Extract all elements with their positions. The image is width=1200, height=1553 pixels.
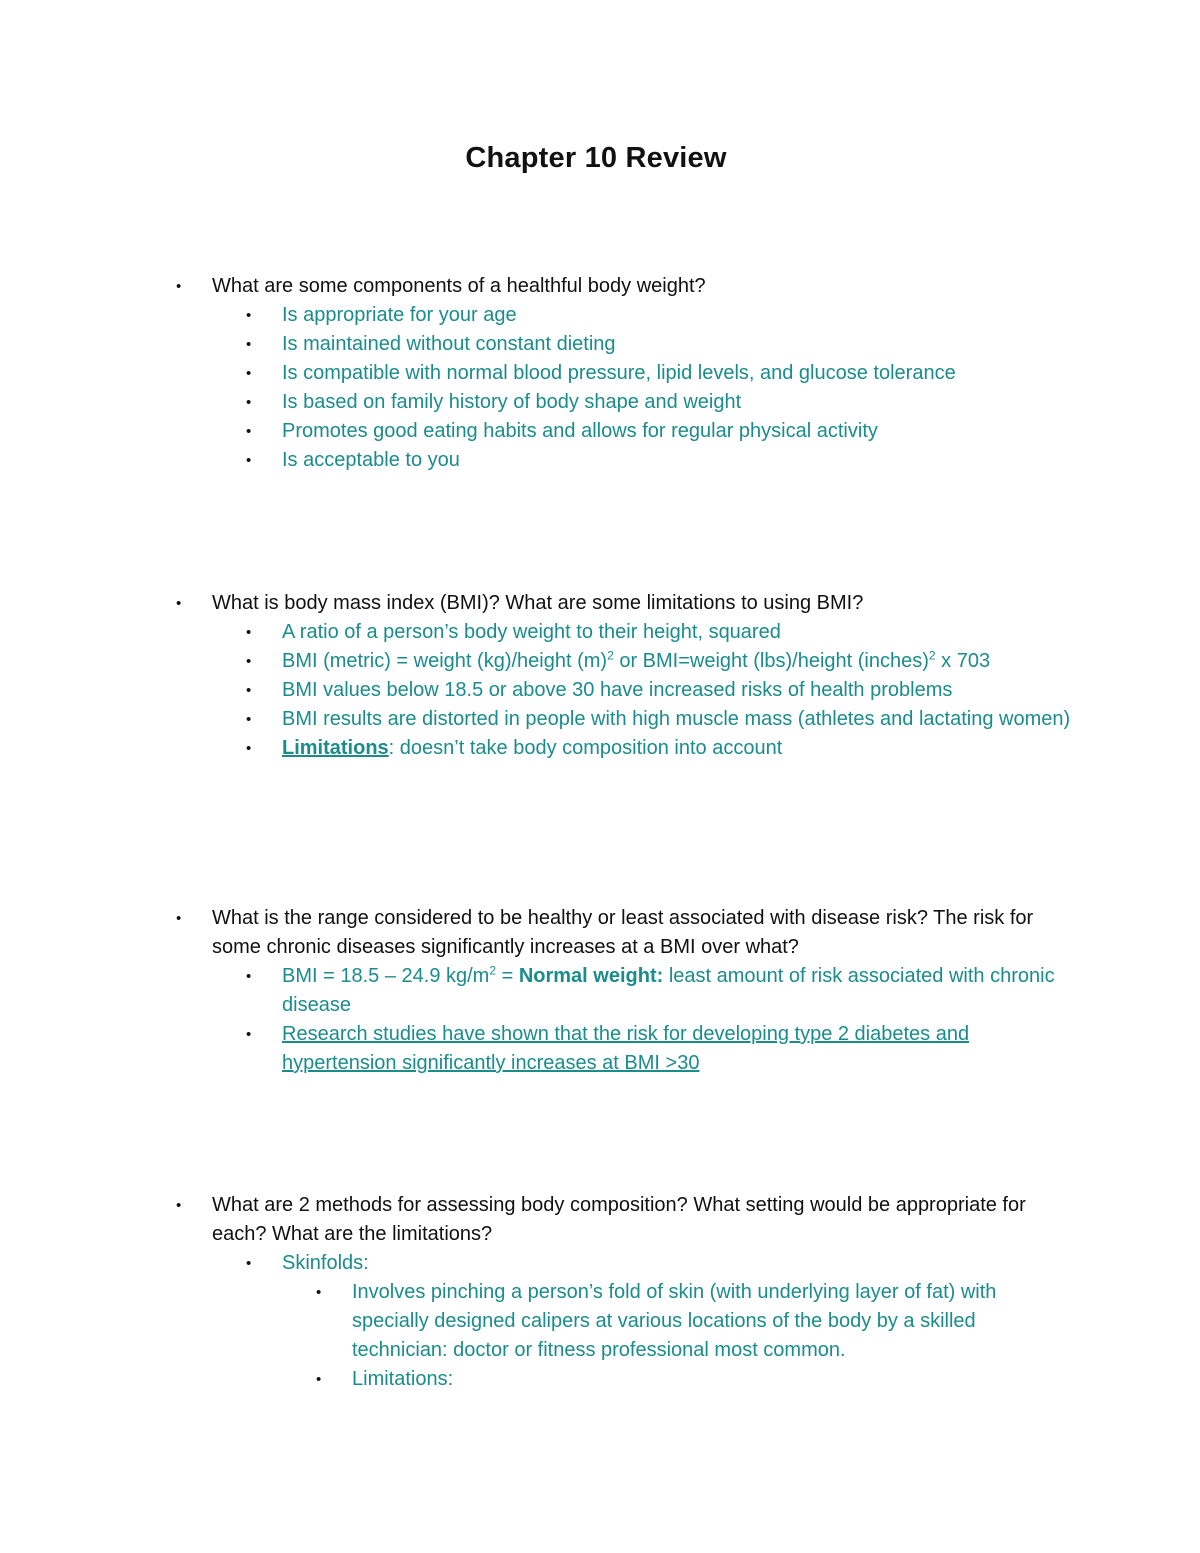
list-item [176, 388, 1076, 417]
list-item [176, 734, 1076, 763]
answer-text: Research studies have shown that the risk for developing type 2 diabetes and hypertension significantly increases at BMI >30 [282, 1023, 970, 1074]
bullet-icon: • [246, 624, 252, 641]
normal-weight-label: Normal weight: [518, 965, 664, 987]
list-item [176, 647, 1076, 676]
answer-text: Skinfolds: [282, 1252, 369, 1274]
list-item [176, 1020, 1076, 1078]
answer-text: BMI results are distorted in people with high muscle mass (athletes and lactating women) [282, 708, 1071, 730]
answer-list-3 [176, 962, 1076, 1078]
bullet-icon: • [316, 1284, 322, 1301]
question-block-2 [176, 589, 1076, 763]
answer-text: x 703 [935, 650, 991, 672]
answer-text: least amount of risk associated with chronic disease [282, 965, 1055, 1016]
list-item [176, 359, 1076, 388]
answer-text: Is acceptable to you [282, 449, 460, 471]
answer-text: BMI (metric) = weight (kg)/height (m) [282, 650, 608, 672]
question-4 [176, 1191, 1076, 1249]
bullet-icon: • [246, 1255, 252, 1272]
question-2 [176, 589, 1076, 618]
answer-text: Limitations: [352, 1368, 454, 1390]
question-3 [176, 904, 1076, 962]
answer-list-2 [176, 618, 1076, 763]
question-4-text: What are 2 methods for assessing body composition? What setting would be appropriate for each? What are the limitations? [212, 1194, 1026, 1245]
answer-text: = [496, 965, 519, 987]
answer-text: BMI = 18.5 – 24.9 kg/m [282, 965, 490, 987]
question-2-text: What is body mass index (BMI)? What are some limitations to using BMI? [212, 592, 864, 614]
bullet-icon: • [246, 423, 252, 440]
list-item [176, 446, 1076, 475]
answer-text: : doesn’t take body composition into account [388, 737, 783, 759]
bullet-icon: • [246, 336, 252, 353]
bullet-icon: • [316, 1371, 322, 1388]
superscript: 2 [607, 648, 614, 663]
question-block-1 [176, 272, 1076, 475]
bullet-icon: • [246, 653, 252, 670]
answer-text: Promotes good eating habits and allows for regular physical activity [282, 420, 878, 442]
answer-text: Involves pinching a person’s fold of skin (with underlying layer of fat) with specially designed calipers at various locations of the body by a skilled technician: doctor or fitness professional most common. [352, 1281, 997, 1361]
bullet-icon: • [246, 307, 252, 324]
bullet-icon: • [176, 910, 182, 927]
bullet-icon: • [176, 278, 182, 295]
bullet-icon: • [176, 1197, 182, 1214]
list-item [176, 705, 1076, 734]
answer-list-4 [176, 1249, 1076, 1278]
superscript: 2 [489, 963, 497, 978]
bullet-icon: • [246, 452, 252, 469]
list-item [176, 417, 1076, 446]
bullet-icon: • [246, 968, 252, 985]
question-1-text: What are some components of a healthful body weight? [212, 275, 706, 297]
answer-list-1 [176, 301, 1076, 475]
answer-text: Is based on family history of body shape and weight [282, 391, 742, 413]
answer-text: BMI values below 18.5 or above 30 have increased risks of health problems [282, 679, 953, 701]
answer-text: Is compatible with normal blood pressure, lipid levels, and glucose tolerance [282, 362, 956, 384]
bullet-icon: • [246, 1026, 252, 1043]
page-title: Chapter 10 Review [465, 142, 727, 174]
answer-text: Is maintained without constant dieting [282, 333, 616, 355]
limitations-label: Limitations [282, 737, 389, 759]
answer-text: or BMI=weight (lbs)/height (inches) [613, 650, 929, 672]
bullet-icon: • [246, 394, 252, 411]
list-item [176, 1278, 1076, 1365]
list-item [176, 1365, 1076, 1394]
question-block-4 [176, 1191, 1076, 1394]
list-item [176, 301, 1076, 330]
list-item [176, 1249, 1076, 1278]
answer-text: A ratio of a person’s body weight to their height, squared [282, 621, 781, 643]
question-1 [176, 272, 1076, 301]
list-item [176, 618, 1076, 647]
bullet-icon: • [246, 682, 252, 699]
question-block-3 [176, 904, 1076, 1078]
bullet-icon: • [176, 595, 182, 612]
answer-text: Is appropriate for your age [282, 304, 517, 326]
superscript: 2 [928, 648, 936, 663]
list-item [176, 676, 1076, 705]
bullet-icon: • [246, 711, 252, 728]
list-item [176, 962, 1076, 1020]
list-item [176, 330, 1076, 359]
bullet-icon: • [246, 740, 252, 757]
bullet-icon: • [246, 365, 252, 382]
answer-sublist-4 [176, 1278, 1076, 1394]
question-3-text: What is the range considered to be healthy or least associated with disease risk? The risk for some chronic diseases significantly increases at a BMI over what? [212, 907, 1034, 958]
